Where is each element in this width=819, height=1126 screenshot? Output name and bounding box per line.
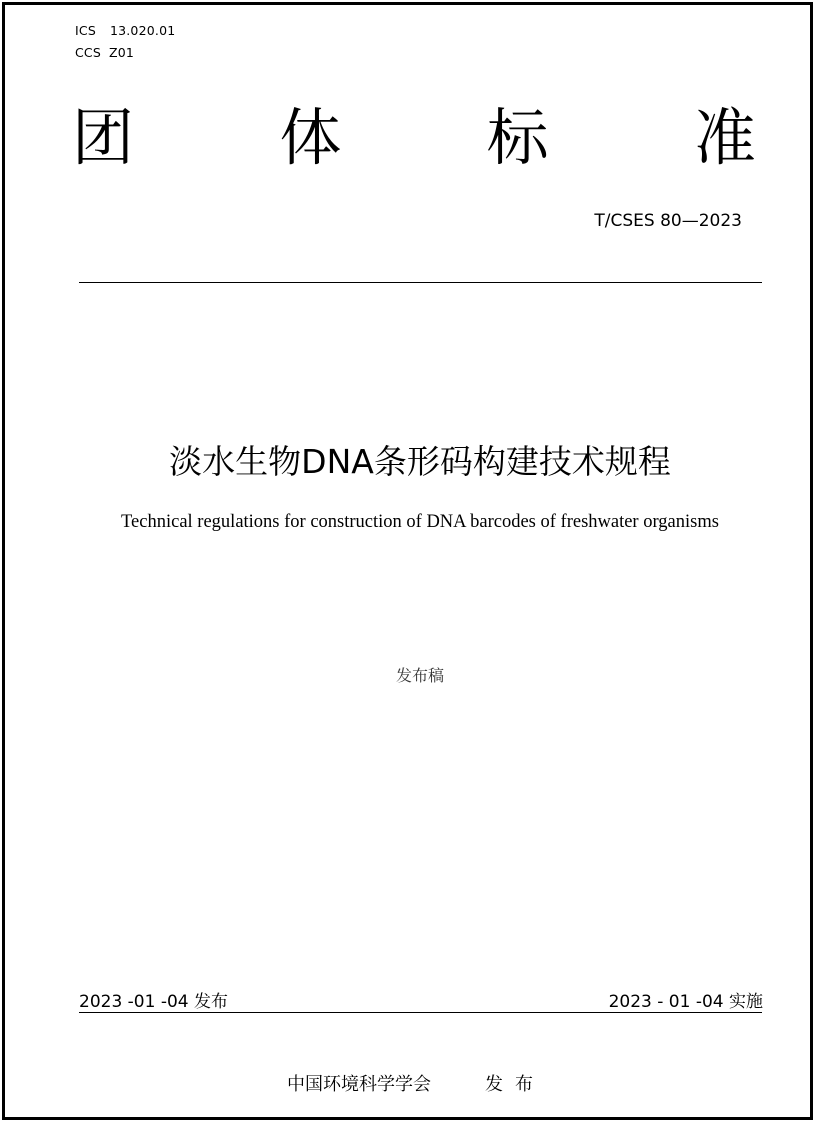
title-chinese: 淡水生物DNA条形码构建技术规程: [169, 442, 671, 481]
ccs-code: [75, 45, 134, 60]
doc-type-char: 标: [486, 101, 549, 174]
ccs-value: Z01: [109, 45, 135, 60]
implementation-date: 2023 - 01 -04 实施: [608, 992, 763, 1012]
ics-code: [75, 23, 175, 38]
doc-type-char: 体: [279, 101, 342, 174]
ccs-label: CCS: [75, 45, 101, 60]
ics-label: ICS: [75, 23, 96, 38]
publisher-name: 中国环境科学学会: [287, 1074, 431, 1095]
title-english: Technical regulations for construction of DNA barcodes of freshwater organisms: [121, 512, 719, 532]
issue-date: 2023 -01 -04 发布: [79, 992, 229, 1012]
doc-type-char: 团: [72, 101, 135, 174]
standard-number: T/CSES 80—2023: [594, 211, 742, 231]
ics-value: 13.020.01: [109, 23, 176, 38]
document-type-heading: [72, 100, 756, 176]
header-divider: [79, 282, 762, 283]
publish-verb: 发布: [485, 1074, 545, 1095]
draft-status: 发布稿: [395, 666, 444, 685]
doc-type-char: 准: [693, 101, 756, 174]
footer-divider: [79, 1012, 762, 1013]
